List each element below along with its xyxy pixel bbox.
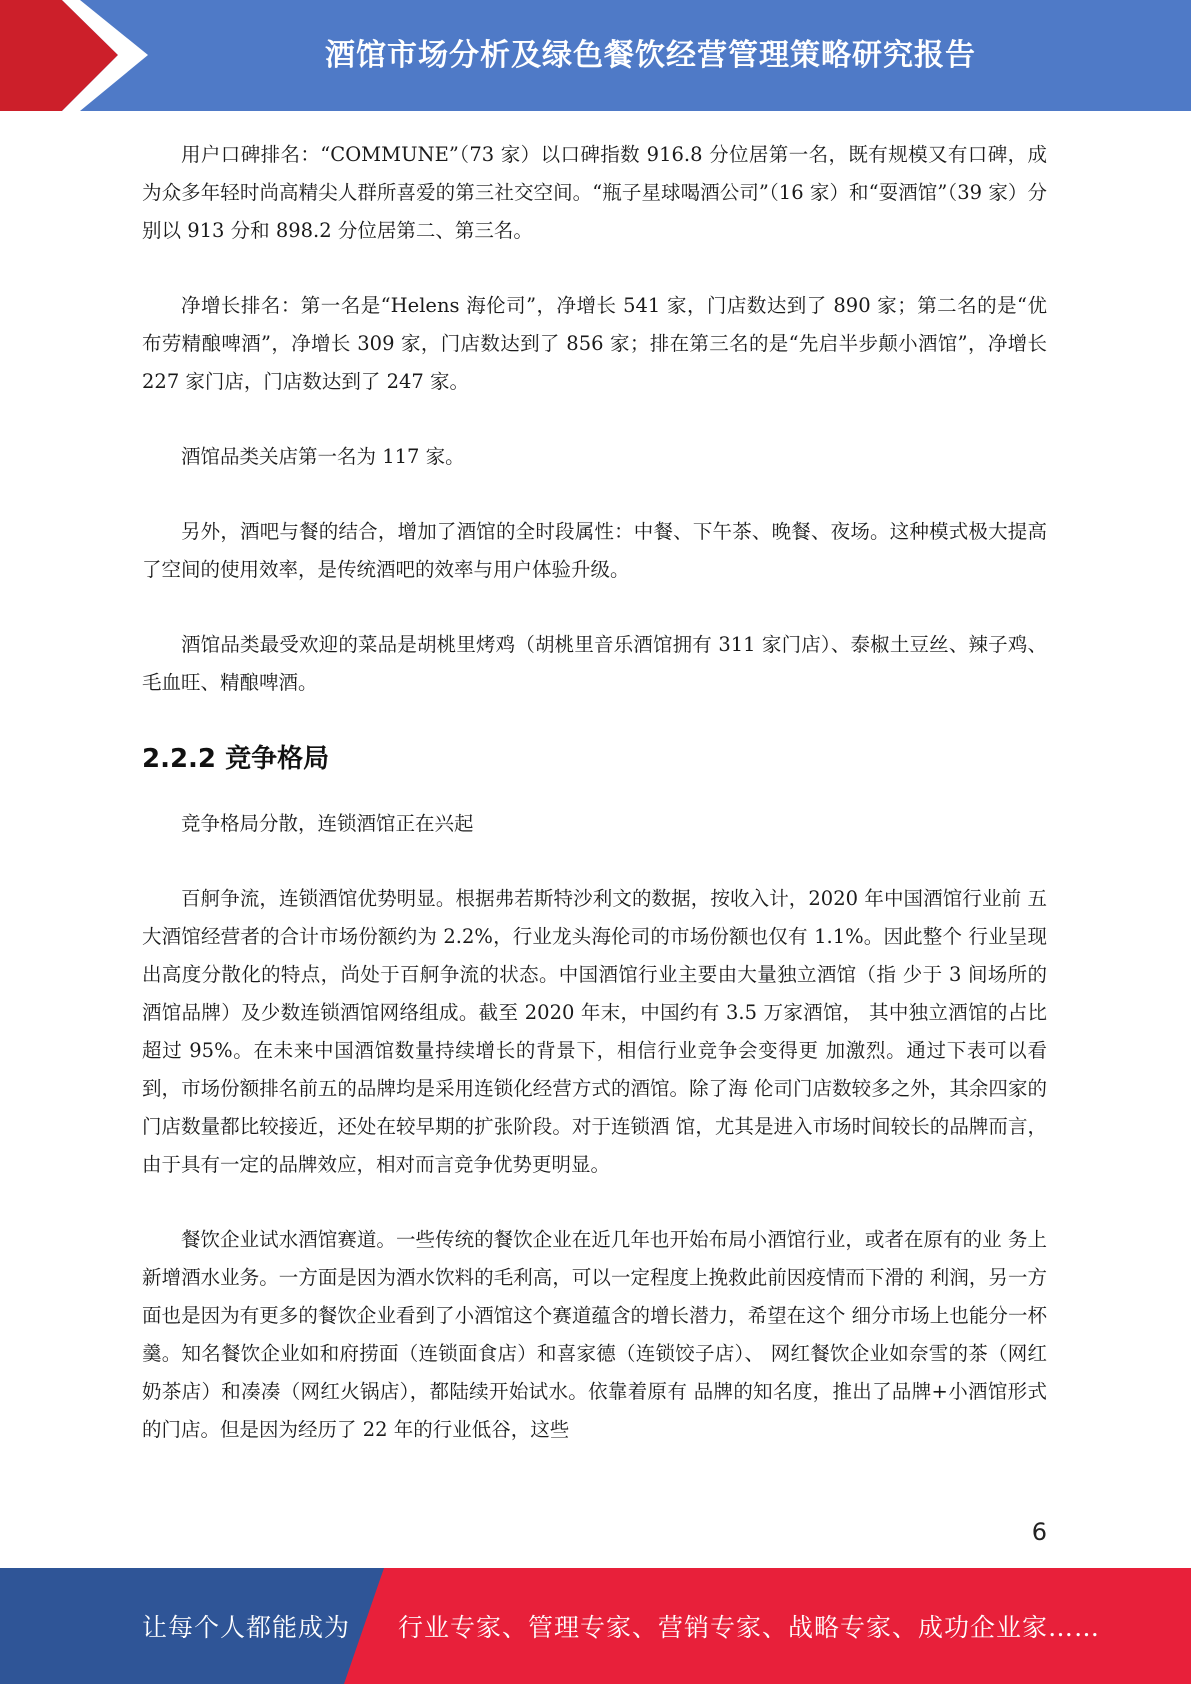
footer-slogan-right: 行业专家、管理专家、营销专家、战略专家、成功企业家…… [398, 1613, 1101, 1642]
paragraph-competition-summary: 竞争格局分散，连锁酒馆正在兴起 [181, 812, 474, 835]
footer-slogan-left: 让每个人都能成为 [142, 1613, 351, 1642]
paragraph-closures: 酒馆品类关店第一名为 117 家。 [181, 445, 465, 468]
paragraph-net-growth: 净增长排名：第一名是“Helens 海伦司”，净增长 541 家，门店数达到了 890 家；第二名的是“优布劳精酿啤酒”，净增长 309 家，门店数达到了 856 家；排在第三名的是“先启半步颠小酒馆”，净增长 227 家门店，门店数达到了 247 家。 [142, 294, 1047, 393]
header-title: 酒馆市场分析及绿色餐饮经营管理策略研究报告 [325, 38, 976, 73]
page-number: 6 [1031, 1518, 1047, 1546]
section-heading: 2.2.2 竞争格局 [142, 744, 330, 774]
paragraph-restaurant-entry: 餐饮企业试水酒馆赛道。一些传统的餐饮企业在近几年也开始布局小酒馆行业，或者在原有的业 务上新增酒水业务。一方面是因为酒水饮料的毛利高，可以一定程度上挽救此前因疫情而下滑的 利润，另一方面也是因为有更多的餐饮企业看到了小酒馆这个赛道蕴含的增长潜力，希望在这个 细分市场上也能分一杯羹。知名餐饮企业如和府捞面（连锁面食店）和喜家德（连锁饺子店）、 网红餐饮企业如奈雪的茶（网红奶茶店）和凑凑（网红火锅店），都陆续开始试水。依靠着原有 品牌的知名度，推出了品牌+小酒馆形式的门店。但是因为经历了 22 年的行业低谷，这些 [142, 1228, 1047, 1441]
page-footer [0, 1568, 1191, 1684]
document-body [142, 136, 1047, 1449]
header-chevron-icon [0, 0, 160, 111]
paragraph-chain-advantage: 百舸争流，连锁酒馆优势明显。根据弗若斯特沙利文的数据，按收入计，2020 年中国酒馆行业前 五大酒馆经营者的合计市场份额约为 2.2%，行业龙头海伦司的市场份额也仅有 1.1%。因此整个 行业呈现出高度分散化的特点，尚处于百舸争流的状态。中国酒馆行业主要由大量独立酒馆（指 少于 3 间场所的酒馆品牌）及少数连锁酒馆网络组成。截至 2020 年末，中国约有 3.5 万家酒馆， 其中独立酒馆的占比超过 95%。在未来中国酒馆数量持续增长的背景下，相信行业竞争会变得更 加激烈。通过下表可以看到，市场份额排名前五的品牌均是采用连锁化经营方式的酒馆。除了海 伦司门店数较多之外，其余四家的门店数量都比较接近，还处在较早期的扩张阶段。对于连锁酒 馆，尤其是进入市场时间较长的品牌而言，由于具有一定的品牌效应，相对而言竞争优势更明显。 [142, 887, 1047, 1176]
paragraph-popular-dishes: 酒馆品类最受欢迎的菜品是胡桃里烤鸡（胡桃里音乐酒馆拥有 311 家门店）、泰椒土豆丝、辣子鸡、毛血旺、精酿啤酒。 [142, 633, 1047, 694]
paragraph-user-reputation: 用户口碑排名：“COMMUNE”（73 家）以口碑指数 916.8 分位居第一名，既有规模又有口碑，成为众多年轻时尚高精尖人群所喜爱的第三社交空间。“瓶子星球喝酒公司”（16 家）和“耍酒馆”（39 家）分别以 913 分和 898.2 分位居第二、第三名。 [142, 143, 1047, 242]
page-header [0, 0, 1191, 111]
paragraph-all-day-model: 另外，酒吧与餐的结合，增加了酒馆的全时段属性：中餐、下午茶、晚餐、夜场。这种模式极大提高了空间的使用效率，是传统酒吧的效率与用户体验升级。 [142, 520, 1047, 581]
